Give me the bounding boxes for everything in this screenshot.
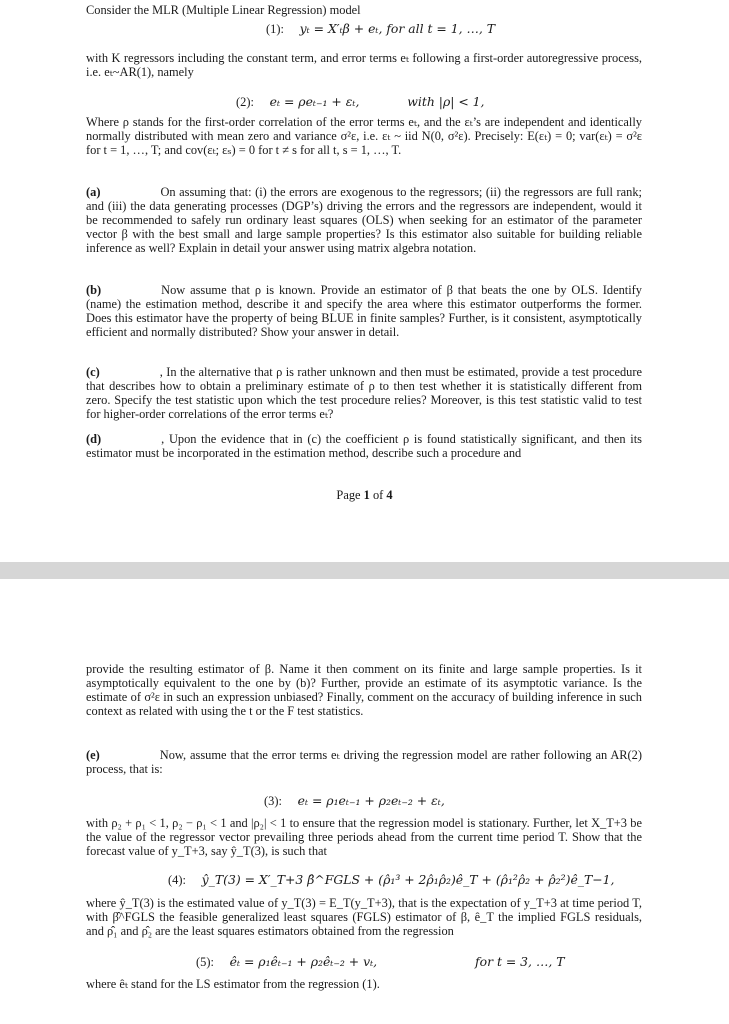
equation-2 <box>236 95 484 109</box>
question-e <box>86 749 642 777</box>
document-page-2 <box>0 579 729 1024</box>
equation-3-number: (3): <box>264 794 282 808</box>
page-total: 4 <box>386 488 393 502</box>
page-prefix: Page <box>336 488 361 502</box>
intro-text: Consider the MLR (Multiple Linear Regression) model <box>86 3 361 17</box>
question-b-text: Now assume that ρ is known. Provide an estimator of β that beats the one by OLS. Identify (name) the estimation method, describe it and specify the area where this estimator outperforms the former. Does this estimator have the property of being BLUE in finite samples? Further, is it consistent, asymptotically efficient and normally distributed? Show your answer in detail. <box>86 283 642 339</box>
equation-3 <box>264 794 445 808</box>
equation-5-body: êₜ = ρ₁êₜ₋₁ + ρ₂êₜ₋₂ + vₜ, <box>229 954 378 969</box>
question-d-label: (d) <box>86 432 102 446</box>
equation-5 <box>196 955 564 969</box>
question-c-text: , In the alternative that ρ is rather unknown and then must be estimated, provide a test procedure that describes how to obtain a preliminary estimate of ρ to then test whether it is statistically different from zero. Specify the test statistic upon which the test procedure relies? Moreover, is this test statistic valid to test for higher-order correlations of the error terms eₜ? <box>86 365 642 421</box>
page-separator <box>0 562 729 579</box>
page-number: 1 <box>363 488 370 502</box>
equation-4 <box>168 873 614 887</box>
question-a-text: On assuming that: (i) the errors are exogenous to the regressors; (ii) the regressors are full rank; and (iii) the data generating processes (DGP’s) driving the errors and the regressors are independent, would it be recommended to safely run ordinary least squares (OLS) when seeking for an estimator of the parameter vector β with the best small and large sample properties? Is this estimator also suitable for building reliable inference as well? Explain in detail your answer using matrix algebra notation. <box>86 185 642 255</box>
question-a-label: (a) <box>86 185 101 199</box>
equation-5-number: (5): <box>196 955 214 969</box>
page-footer <box>0 488 729 503</box>
question-b <box>86 284 642 340</box>
equation-4-number: (4): <box>168 873 186 887</box>
stationary-paragraph: with ρ₂ + ρ₁ < 1, ρ₂ − ρ₁ < 1 and |ρ₂| < 1 to ensure that the regression model is stationary. Further, let X_T+3 be the value of the regressor vector prevailing three periods ahead from the current time period T. Show that the forecast value of y_T+3, say ŷ_T(3), is such that <box>86 816 642 858</box>
equation-1-body: yₜ = X′ₜβ + eₜ, for all t = 1, …, T <box>299 21 496 36</box>
question-a <box>86 186 642 256</box>
question-c-label: (c) <box>86 365 100 379</box>
question-b-label: (b) <box>86 283 102 297</box>
equation-5-condition: for t = 3, …, T <box>475 954 565 969</box>
page-of: of <box>372 488 384 502</box>
question-e-label: (e) <box>86 748 100 762</box>
equation-2-condition: with |ρ| < 1, <box>407 94 485 109</box>
equation-2-body: eₜ = ρeₜ₋₁ + εₜ, <box>269 94 360 109</box>
equation-3-body: eₜ = ρ₁eₜ₋₁ + ρ₂eₜ₋₂ + εₜ, <box>297 793 445 808</box>
final-paragraph: where êₜ stand for the LS estimator from the regression (1). <box>86 977 380 991</box>
question-c <box>86 366 642 422</box>
equation-4-body: ŷ_T(3) = X′_T+3 β̂^FGLS + (ρ̂₁³ + 2ρ̂₁ρ̂₂)ê_T + (ρ̂₁²ρ̂₂ + ρ̂₂²)ê_T−1, <box>201 872 615 887</box>
equation-1 <box>266 22 495 36</box>
where-paragraph: Where ρ stands for the first-order correlation of the error terms eₜ, and the εₜ’s are independent and identically normally distributed with mean zero and variance σ²ε, i.e. εₜ ~ iid N(0, σ²ε). Precisely: E(εₜ) = 0; var(εₜ) = σ²ε for t = 1, …, T; and cov(εₜ; εₛ) = 0 for t ≠ s for all t, s = 1, …, T. <box>86 115 642 157</box>
equation-1-number: (1): <box>266 22 284 36</box>
equation-2-number: (2): <box>236 95 254 109</box>
question-d-text: , Upon the evidence that in (c) the coefficient ρ is found statistically significant, and then its estimator must be incorporated in the estimation method, describe such a procedure and <box>86 432 642 460</box>
where-paragraph-2: where ŷ_T(3) is the estimated value of y_T(3) = E_T(y_T+3), that is the expectation of y_T+3 at time period T, with β̂^FGLS the feasible generalized least squares (FGLS) estimator of β, ê_T the implied FGLS residuals, and ρ̂₁ and ρ̂₂ are the least squares estimators obtained from the regression <box>86 896 642 938</box>
regressors-paragraph: with K regressors including the constant term, and error terms eₜ following a first-order autoregressive process, i.e. eₜ~AR(1), namely <box>86 51 642 79</box>
continued-paragraph: provide the resulting estimator of β. Name it then comment on its finite and large sample properties. Is it asymptotically equivalent to the one by (b)? Further, provide an estimate of its asymptotic variance. Is the estimate of σ²ε in such an expression unbiased? Finally, comment on the accuracy of building inference in such context as related with using the t or the F test statistics. <box>86 662 642 718</box>
question-e-text: Now, assume that the error terms eₜ driving the regression model are rather following an AR(2) process, that is: <box>86 748 642 776</box>
question-d <box>86 433 642 461</box>
